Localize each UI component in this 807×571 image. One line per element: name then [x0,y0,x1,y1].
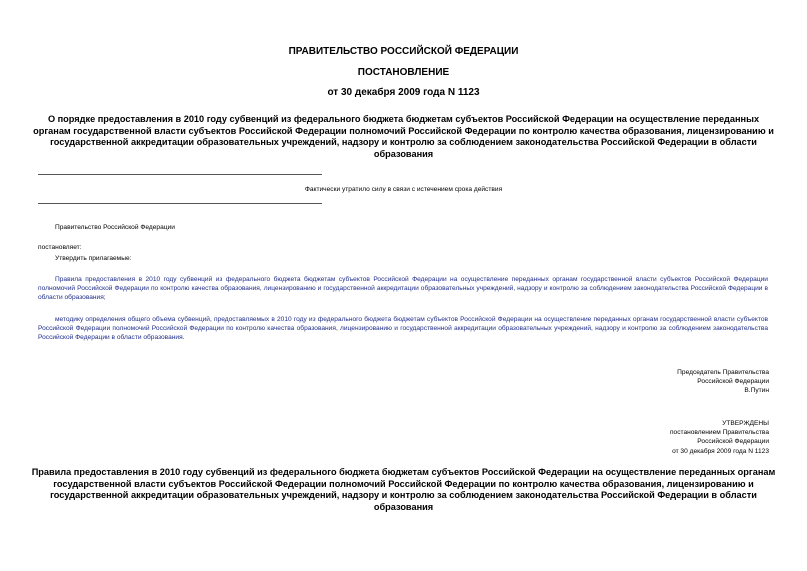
approved-line-3: Российской Федерации [697,438,769,446]
signature-line-title: Председатель Правительства [677,369,769,376]
document-title: О порядке предоставления в 2010 году субвенций из федерального бюджета бюджетам субъектов Российской Федерации на осуществление переданных органам государственной власти субъектов Российской Федерации полномочий Российской Федерации по контролю качества образования, лицензированию и государственной аккредитации образовательных учреждений, надзору и контролю за соблюдением законодательства Российской Федерации в области образования [33,114,774,159]
document-date-number: от 30 декабря 2009 года N 1123 [327,87,480,98]
rules-title: Правила предоставления в 2010 году субвенций из федерального бюджета бюджетам субъектов Российской Федерации на осуществление переданных органам государственной власти субъектов Российской Федерации полномочий Российской Федерации по контролю качества образования, лицензированию и государственной аккредитации образовательных учреждений, надзору и контролю за соблюдением законодательства Российской Федерации в области образования [31,467,776,512]
approved-line-1: УТВЕРЖДЕНЫ [722,420,769,427]
decrees-text: постановляет: [38,244,82,251]
status-note: Фактически утратило силу в связи с истечением срока действия [304,186,503,193]
signature-line-name: В.Путин [744,387,769,395]
divider-bottom [38,203,322,204]
document-type: ПОСТАНОВЛЕНИЕ [357,67,450,78]
approved-line-4: от 30 декабря 2009 года N 1123 [672,447,769,455]
intro-text: Правительство Российской Федерации [55,224,175,231]
approved-line-2: постановлением Правительства [669,429,769,437]
signature-block [549,368,769,396]
government-heading: ПРАВИТЕЛЬСТВО РОССИЙСКОЙ ФЕДЕРАЦИИ [288,46,519,57]
item-methodology-text: методику определения общего объема субвенций, предоставляемых в 2010 году из федерального бюджета бюджетам субъектов Российской Федерации на осуществление переданных органам государственной власти субъектов Российской Федерации полномочий Российской Федерации по контролю качества образования, лицензированию и государственной аккредитации образовательных учреждений, надзору и контролю за соблюдением законодательства Российской Федерации в области образования. [38,316,768,342]
signature-line-org: Российской Федерации [697,378,769,386]
approve-text: Утвердить прилагаемые: [55,255,132,262]
item-rules-text: Правила предоставления в 2010 году субвенций из федерального бюджета бюджетам субъектов Российской Федерации на осуществление переданных органам государственной власти субъектов Российской Федерации полномочий Российской Федерации по контролю качества образования, лицензированию и государственной аккредитации образовательных учреждений, надзору и контролю за соблюдением законодательства Российской Федерации в области образования; [38,276,768,302]
item-methodology-link[interactable] [38,315,768,343]
divider-top [38,174,322,175]
approved-block [549,419,769,456]
item-rules-link[interactable] [38,275,768,303]
